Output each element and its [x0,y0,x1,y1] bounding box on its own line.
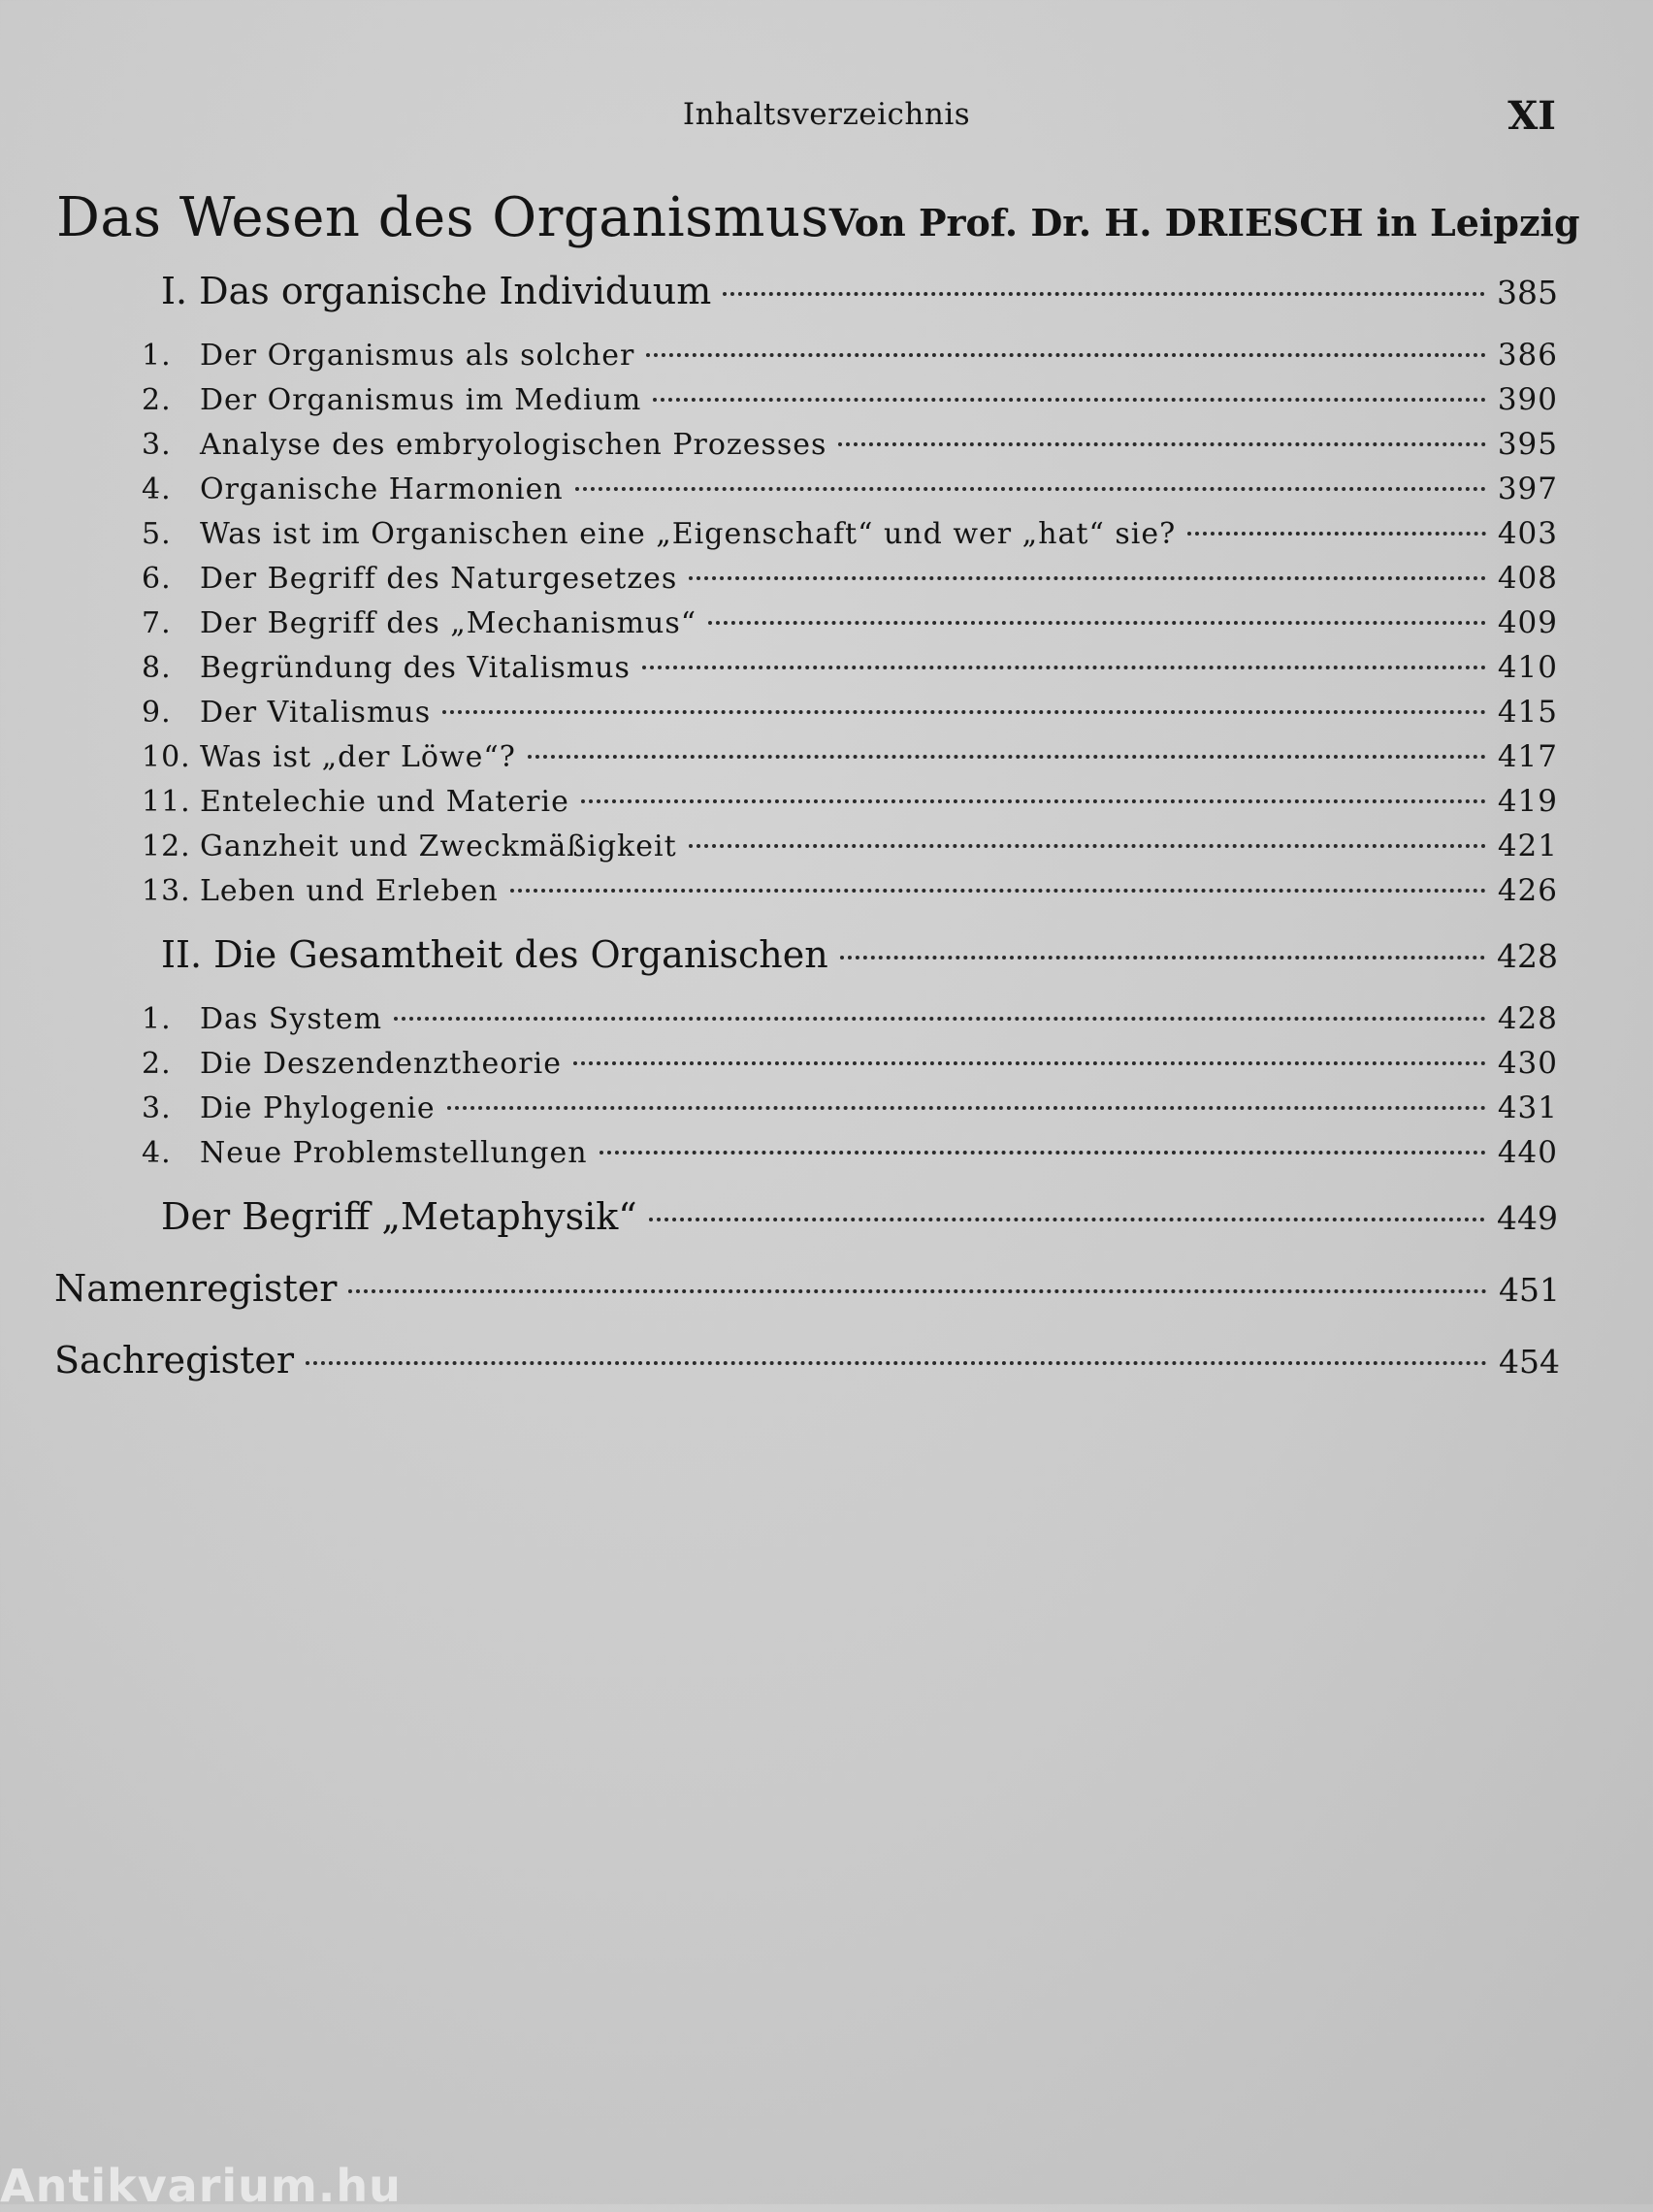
leader-dots [394,1017,1486,1021]
toc-item-number: 13. [142,874,191,908]
leader-dots [840,956,1485,960]
toc-page-number: 426 [1497,873,1558,908]
toc-item-label: Das System [200,1002,383,1036]
toc-item-label: Entelechie und Materie [200,785,569,819]
toc-page-number: 451 [1499,1271,1560,1309]
leader-dots [600,1151,1486,1155]
toc-item-label: Analyse des embryologischen Prozesses [200,428,827,462]
toc-part-label: II. Die Gesamtheit des Organischen [161,933,828,976]
toc-item-number: 11. [142,785,191,819]
leader-dots [581,799,1486,803]
toc-part-1[interactable] [161,270,1558,312]
toc-item-number: 4. [142,1136,172,1170]
toc-item-number: 4. [142,472,172,506]
toc-item-number: 5. [142,517,172,551]
toc-page-number: 397 [1497,472,1558,506]
toc-item[interactable] [142,784,1558,819]
toc-page-number: 454 [1499,1343,1560,1381]
toc-page-number: 409 [1497,605,1558,640]
toc-page-number: 415 [1497,695,1558,730]
toc-page-number: 386 [1497,338,1558,373]
toc-item-number: 12. [142,830,191,863]
toc-item-label: Der Organismus im Medium [200,383,642,417]
leader-dots [689,844,1486,848]
toc-page-number: 419 [1497,784,1558,819]
toc-part-label: Der Begriff „Metaphysik“ [161,1195,637,1238]
toc-item-label: Ganzheit und Zweckmäßigkeit [200,830,677,863]
toc-item-number: 8. [142,651,172,685]
toc-item[interactable] [142,516,1558,551]
book-title: Das Wesen des Organismus [56,186,829,249]
toc-metaphysik[interactable] [161,1195,1558,1238]
toc-item[interactable] [142,1135,1558,1170]
toc-item-label: Begründung des Vitalismus [200,651,631,685]
toc-item[interactable] [142,650,1558,685]
toc-page-number: 431 [1497,1090,1558,1125]
toc-item-number: 9. [142,696,172,730]
leader-dots [838,442,1485,446]
toc-item-label: Was ist „der Löwe“? [200,740,516,774]
toc-page-number: 417 [1497,739,1558,774]
toc-page-number: 385 [1497,274,1558,311]
leader-dots [649,1218,1485,1221]
toc-item-number: 6. [142,562,172,596]
toc-item[interactable] [142,739,1558,774]
toc-item-label: Was ist im Organischen eine „Eigenschaft“ und wer „hat“ sie? [200,517,1177,551]
leader-dots [653,398,1485,402]
leader-dots [575,487,1486,491]
toc-page-number: 408 [1497,561,1558,596]
toc-page-number: 403 [1497,516,1558,551]
leader-dots [528,755,1486,759]
toc-item[interactable] [142,829,1558,863]
leader-dots [447,1106,1486,1110]
toc-item-number: 7. [142,606,172,640]
toc-item[interactable] [142,561,1558,596]
toc-item-number: 2. [142,1047,172,1081]
toc-page-number: 428 [1497,1001,1558,1036]
toc-item-number: 3. [142,428,172,462]
toc-part-2[interactable] [161,933,1558,976]
toc-item-number: 1. [142,1002,172,1036]
toc-page-number: 440 [1497,1135,1558,1170]
toc-item-label: Die Deszendenztheorie [200,1047,562,1081]
toc-item-label: Neue Problemstellungen [200,1136,588,1170]
toc-item[interactable] [142,1001,1558,1036]
running-head: Inhaltsverzeichnis [682,97,971,132]
toc-page-number: 428 [1497,937,1558,975]
toc-item[interactable] [142,338,1558,373]
toc-item-label: Der Vitalismus [200,696,432,730]
toc-page-number: 390 [1497,382,1558,417]
leader-dots [642,666,1486,669]
leader-dots [306,1361,1487,1365]
toc-item[interactable] [142,427,1558,462]
toc-register-label: Namenregister [54,1267,338,1310]
leader-dots [689,576,1486,580]
toc-page-number: 395 [1497,427,1558,462]
toc-page-number: 430 [1497,1046,1558,1081]
leader-dots [573,1061,1486,1065]
toc-item-number: 3. [142,1091,172,1125]
toc-item-label: Die Phylogenie [200,1091,436,1125]
leader-dots [723,292,1485,296]
toc-item-number: 2. [142,383,172,417]
toc-item[interactable] [142,873,1558,908]
leader-dots [708,621,1486,625]
toc-namenregister[interactable] [54,1267,1560,1310]
toc-part-label: I. Das organische Individuum [161,270,712,312]
toc-item-number: 1. [142,339,172,373]
toc-item-label: Der Organismus als solcher [200,339,635,373]
toc-item[interactable] [142,472,1558,506]
page-number: XI [1507,93,1556,139]
toc-item-label: Leben und Erleben [200,874,499,908]
author-line: Von Prof. Dr. H. DRIESCH in Leipzig [828,201,1580,244]
leader-dots [348,1289,1487,1293]
work-title-row [56,186,1580,249]
toc-page-number: 410 [1497,650,1558,685]
toc-sachregister[interactable] [54,1339,1560,1382]
toc-page-number: 421 [1497,829,1558,863]
leader-dots [646,353,1485,357]
toc-item[interactable] [142,382,1558,417]
leader-dots [510,889,1486,893]
leader-dots [1187,532,1486,536]
toc-item[interactable] [142,1090,1558,1125]
toc-item-label: Der Begriff des „Mechanismus“ [200,606,697,640]
toc-item-label: Organische Harmonien [200,472,564,506]
toc-item-label: Der Begriff des Naturgesetzes [200,562,678,596]
leader-dots [442,710,1486,714]
toc-item-number: 10. [142,740,191,774]
watermark: Antikvarium.hu [0,2160,402,2212]
toc-item[interactable] [142,695,1558,730]
toc-register-label: Sachregister [54,1339,294,1382]
toc-item[interactable] [142,605,1558,640]
toc-item[interactable] [142,1046,1558,1081]
toc-page-number: 449 [1497,1199,1558,1237]
